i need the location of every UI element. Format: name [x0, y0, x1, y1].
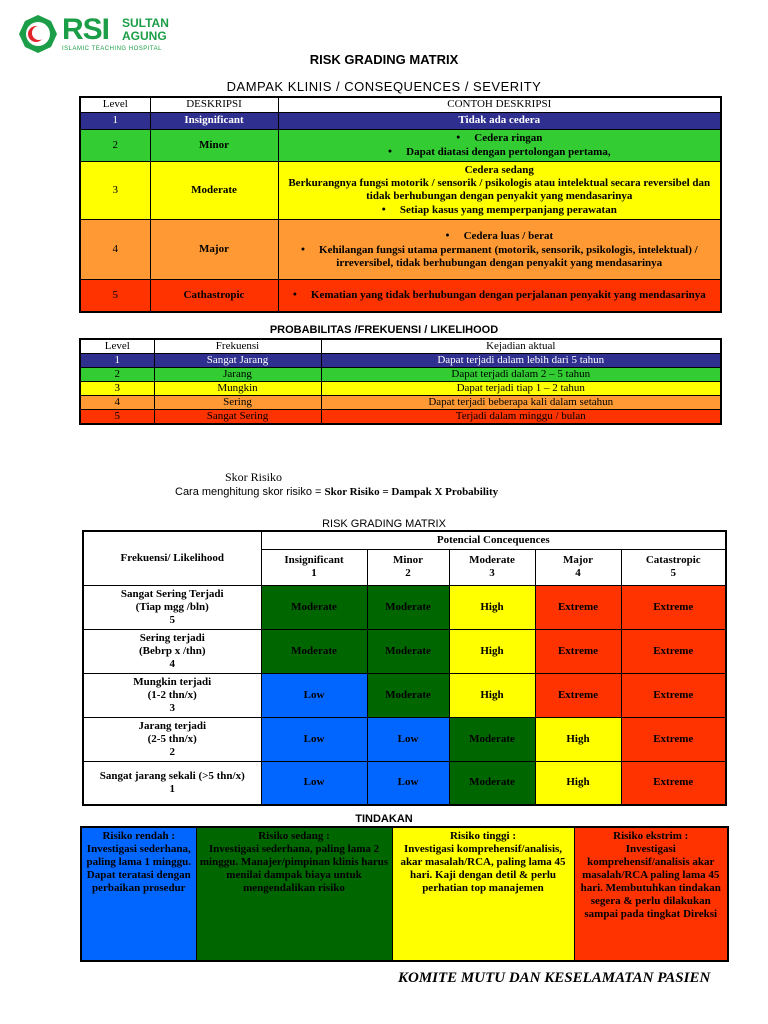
likelihood-cell	[83, 629, 261, 673]
risk-cell: Extreme	[621, 761, 726, 805]
example-cell	[278, 129, 721, 161]
level-cell: 2	[80, 129, 150, 161]
level-cell: 4	[80, 396, 154, 410]
action-head: Risiko tinggi :	[449, 830, 516, 842]
example-cell	[278, 279, 721, 312]
risk-cell: Extreme	[621, 717, 726, 761]
matrix-row	[83, 629, 726, 673]
action-head: Risiko rendah :	[102, 830, 176, 842]
likelihood-label: Jarang terjadi	[138, 719, 206, 732]
example-cell: Tidak ada cedera	[278, 112, 721, 129]
header-cell: Level	[80, 97, 150, 112]
desc-cell: Insignificant	[150, 112, 278, 129]
severity-title: DAMPAK KLINIS / CONSEQUENCES / SEVERITY	[226, 79, 542, 94]
severity-row	[80, 129, 721, 161]
likelihood-range: (Tiap mgg /bln)	[135, 600, 209, 613]
risk-cell: Moderate	[367, 585, 449, 629]
likelihood-num: 5	[169, 613, 175, 626]
probability-table	[79, 338, 722, 425]
level-cell: 2	[80, 368, 154, 382]
example-item: ● Setiap kasus yang memperpanjang perawatan	[283, 203, 717, 217]
severity-header-row	[80, 97, 721, 112]
col-header-cell: Catastropic 5	[621, 549, 726, 585]
action-cell	[81, 827, 196, 961]
example-cell	[278, 161, 721, 219]
example-lead: Cedera sedang	[464, 163, 534, 176]
risk-cell: Extreme	[621, 673, 726, 717]
matrix-row	[83, 717, 726, 761]
action-cell	[196, 827, 392, 961]
logo-text	[62, 13, 169, 52]
row-header-cell: Frekuensi/ Likelihood	[83, 531, 261, 585]
risk-cell: High	[535, 761, 621, 805]
risk-cell: Extreme	[621, 629, 726, 673]
example-item: ● Cedera ringan	[283, 131, 717, 145]
actual-cell: Dapat terjadi dalam 2 – 5 tahun	[321, 368, 721, 382]
level-cell: 5	[80, 279, 150, 312]
likelihood-cell	[83, 761, 261, 805]
risk-cell: Extreme	[621, 585, 726, 629]
example-item: ● Dapat diatasi dengan pertolongan pertama,	[283, 145, 717, 159]
action-body: Investigasi sederhana, paling lama 1 minggu. Dapat teratasi dengan perbaikan prosedur	[86, 843, 192, 894]
risk-cell: Extreme	[535, 585, 621, 629]
freq-cell: Sangat Sering	[154, 410, 321, 425]
action-head: Risiko sedang :	[258, 830, 330, 842]
likelihood-label: Sering terjadi	[139, 631, 205, 644]
risk-cell: High	[535, 717, 621, 761]
risk-cell: Low	[261, 761, 367, 805]
matrix-row	[83, 761, 726, 805]
likelihood-cell	[83, 673, 261, 717]
footer-committee: KOMITE MUTU DAN KESELAMATAN PASIEN	[398, 970, 711, 986]
example-cell	[278, 219, 721, 279]
actual-cell: Terjadi dalam minggu / bulan	[321, 410, 721, 425]
likelihood-num: 1	[169, 782, 175, 795]
risk-cell: Moderate	[449, 761, 535, 805]
probability-row	[80, 354, 721, 368]
header-cell: Frekuensi	[154, 339, 321, 354]
likelihood-range: (Bebrp x /thn)	[138, 644, 206, 657]
level-cell: 1	[80, 112, 150, 129]
example-item: ● Cedera luas / berat	[283, 229, 717, 243]
actions-table	[80, 826, 729, 962]
level-cell: 5	[80, 410, 154, 425]
actions-title: TINDAKAN	[355, 813, 413, 825]
level-cell: 3	[80, 382, 154, 396]
example-item: ● Kematian yang tidak berhubungan dengan perjalanan penyakit yang mendasarinya	[283, 288, 717, 302]
risk-cell: Low	[261, 673, 367, 717]
logo-line1: SULTAN	[122, 16, 169, 30]
header-cell: CONTOH DESKRIPSI	[278, 97, 721, 112]
level-cell: 4	[80, 219, 150, 279]
score-formula-line	[175, 486, 498, 498]
score-formula: Skor Risiko = Dampak X Probability	[324, 486, 499, 498]
risk-cell: Low	[367, 761, 449, 805]
action-body: Investigasi komprehensif/analisis, akar masalah/RCA, paling lama 45 hari. Kaji dengan detil & perlu perhatian top manajemen	[400, 843, 566, 894]
risk-cell: Low	[261, 717, 367, 761]
page-title: RISK GRADING MATRIX	[309, 52, 459, 67]
likelihood-label: Sangat Sering Terjadi	[120, 587, 224, 600]
logo-sub: ISLAMIC TEACHING HOSPITAL	[62, 46, 162, 52]
risk-cell: Moderate	[261, 629, 367, 673]
col-header-cell: Insignificant 1	[261, 549, 367, 585]
severity-row	[80, 279, 721, 312]
risk-cell: Moderate	[367, 673, 449, 717]
likelihood-cell	[83, 717, 261, 761]
action-body: Investigasi komprehensif/analisis akar masalah/RCA paling lama 45 hari. Membutuhkan tindakan segera & perlu dilakukan sampai pada tingkat Direksi	[580, 843, 721, 920]
matrix-body	[83, 585, 726, 805]
matrix-row	[83, 585, 726, 629]
likelihood-range: (2-5 thn/x)	[147, 732, 197, 745]
severity-row	[80, 112, 721, 129]
probability-row	[80, 368, 721, 382]
action-body: Investigasi sederhana, paling lama 2 minggu. Manajer/pimpinan klinis harus menilai dampak biaya untuk mengendalikan risiko	[199, 843, 389, 894]
probability-header-row	[80, 339, 721, 354]
logo-line2: AGUNG	[122, 29, 167, 43]
severity-row	[80, 161, 721, 219]
actual-cell: Dapat terjadi tiap 1 – 2 tahun	[321, 382, 721, 396]
likelihood-cell	[83, 585, 261, 629]
probability-title: PROBABILITAS /FREKUENSI / LIKELIHOOD	[269, 324, 499, 336]
actual-cell: Dapat terjadi dalam lebih dari 5 tahun	[321, 354, 721, 368]
likelihood-range: (1-2 thn/x)	[147, 688, 197, 701]
col-group-cell: Potencial Concequences	[261, 531, 726, 549]
actual-cell: Dapat terjadi beberapa kali dalam setahun	[321, 396, 721, 410]
score-title: Skor Risiko	[225, 470, 283, 484]
likelihood-num: 3	[169, 701, 175, 714]
severity-table	[79, 96, 722, 313]
desc-cell: Cathastropic	[150, 279, 278, 312]
header-cell: DESKRIPSI	[150, 97, 278, 112]
action-cell	[392, 827, 574, 961]
desc-cell: Minor	[150, 129, 278, 161]
level-cell: 1	[80, 354, 154, 368]
level-cell: 3	[80, 161, 150, 219]
actions-row	[81, 827, 728, 961]
probability-row	[80, 396, 721, 410]
col-header-cell: Major 4	[535, 549, 621, 585]
risk-cell: High	[449, 585, 535, 629]
risk-matrix-table	[82, 530, 727, 806]
col-header-cell: Moderate 3	[449, 549, 535, 585]
desc-cell: Moderate	[150, 161, 278, 219]
risk-cell: Extreme	[535, 629, 621, 673]
risk-cell: High	[449, 629, 535, 673]
freq-cell: Jarang	[154, 368, 321, 382]
severity-row	[80, 219, 721, 279]
freq-cell: Sering	[154, 396, 321, 410]
likelihood-num: 4	[169, 657, 175, 670]
freq-cell: Sangat Jarang	[154, 354, 321, 368]
header-cell: Level	[80, 339, 154, 354]
probability-row	[80, 410, 721, 425]
logo-main: RSI	[62, 13, 110, 46]
likelihood-label: Mungkin terjadi	[133, 675, 212, 688]
risk-cell: Moderate	[367, 629, 449, 673]
risk-cell: Extreme	[535, 673, 621, 717]
desc-cell: Major	[150, 219, 278, 279]
action-head: Risiko ekstrim :	[613, 830, 689, 842]
matrix-row	[83, 673, 726, 717]
likelihood-label: Sangat jarang sekali (>5 thn/x)	[99, 769, 245, 782]
action-cell	[574, 827, 728, 961]
freq-cell: Mungkin	[154, 382, 321, 396]
example-text: Berkurangnya fungsi motorik / sensorik / psikologis atau intelektual secara reversibel dan tidak berhubungan dengan penyakit yang mendasarinya	[288, 176, 711, 202]
header-cell: Kejadian aktual	[321, 339, 721, 354]
risk-cell: Moderate	[261, 585, 367, 629]
risk-cell: Low	[367, 717, 449, 761]
risk-cell: High	[449, 673, 535, 717]
risk-cell: Moderate	[449, 717, 535, 761]
likelihood-num: 2	[169, 745, 175, 758]
example-item: ● Kehilangan fungsi utama permanent (motorik, sensorik, psikologis, intelektual) / irreversibel, tidak berhubungan dengan penyakit yang mendasarinya	[283, 243, 717, 270]
logo-emblem-icon	[18, 14, 58, 54]
probability-row	[80, 382, 721, 396]
matrix-title: RISK GRADING MATRIX	[322, 518, 446, 530]
col-header-cell: Minor 2	[367, 549, 449, 585]
score-intro: Cara menghitung skor risiko =	[175, 486, 325, 498]
